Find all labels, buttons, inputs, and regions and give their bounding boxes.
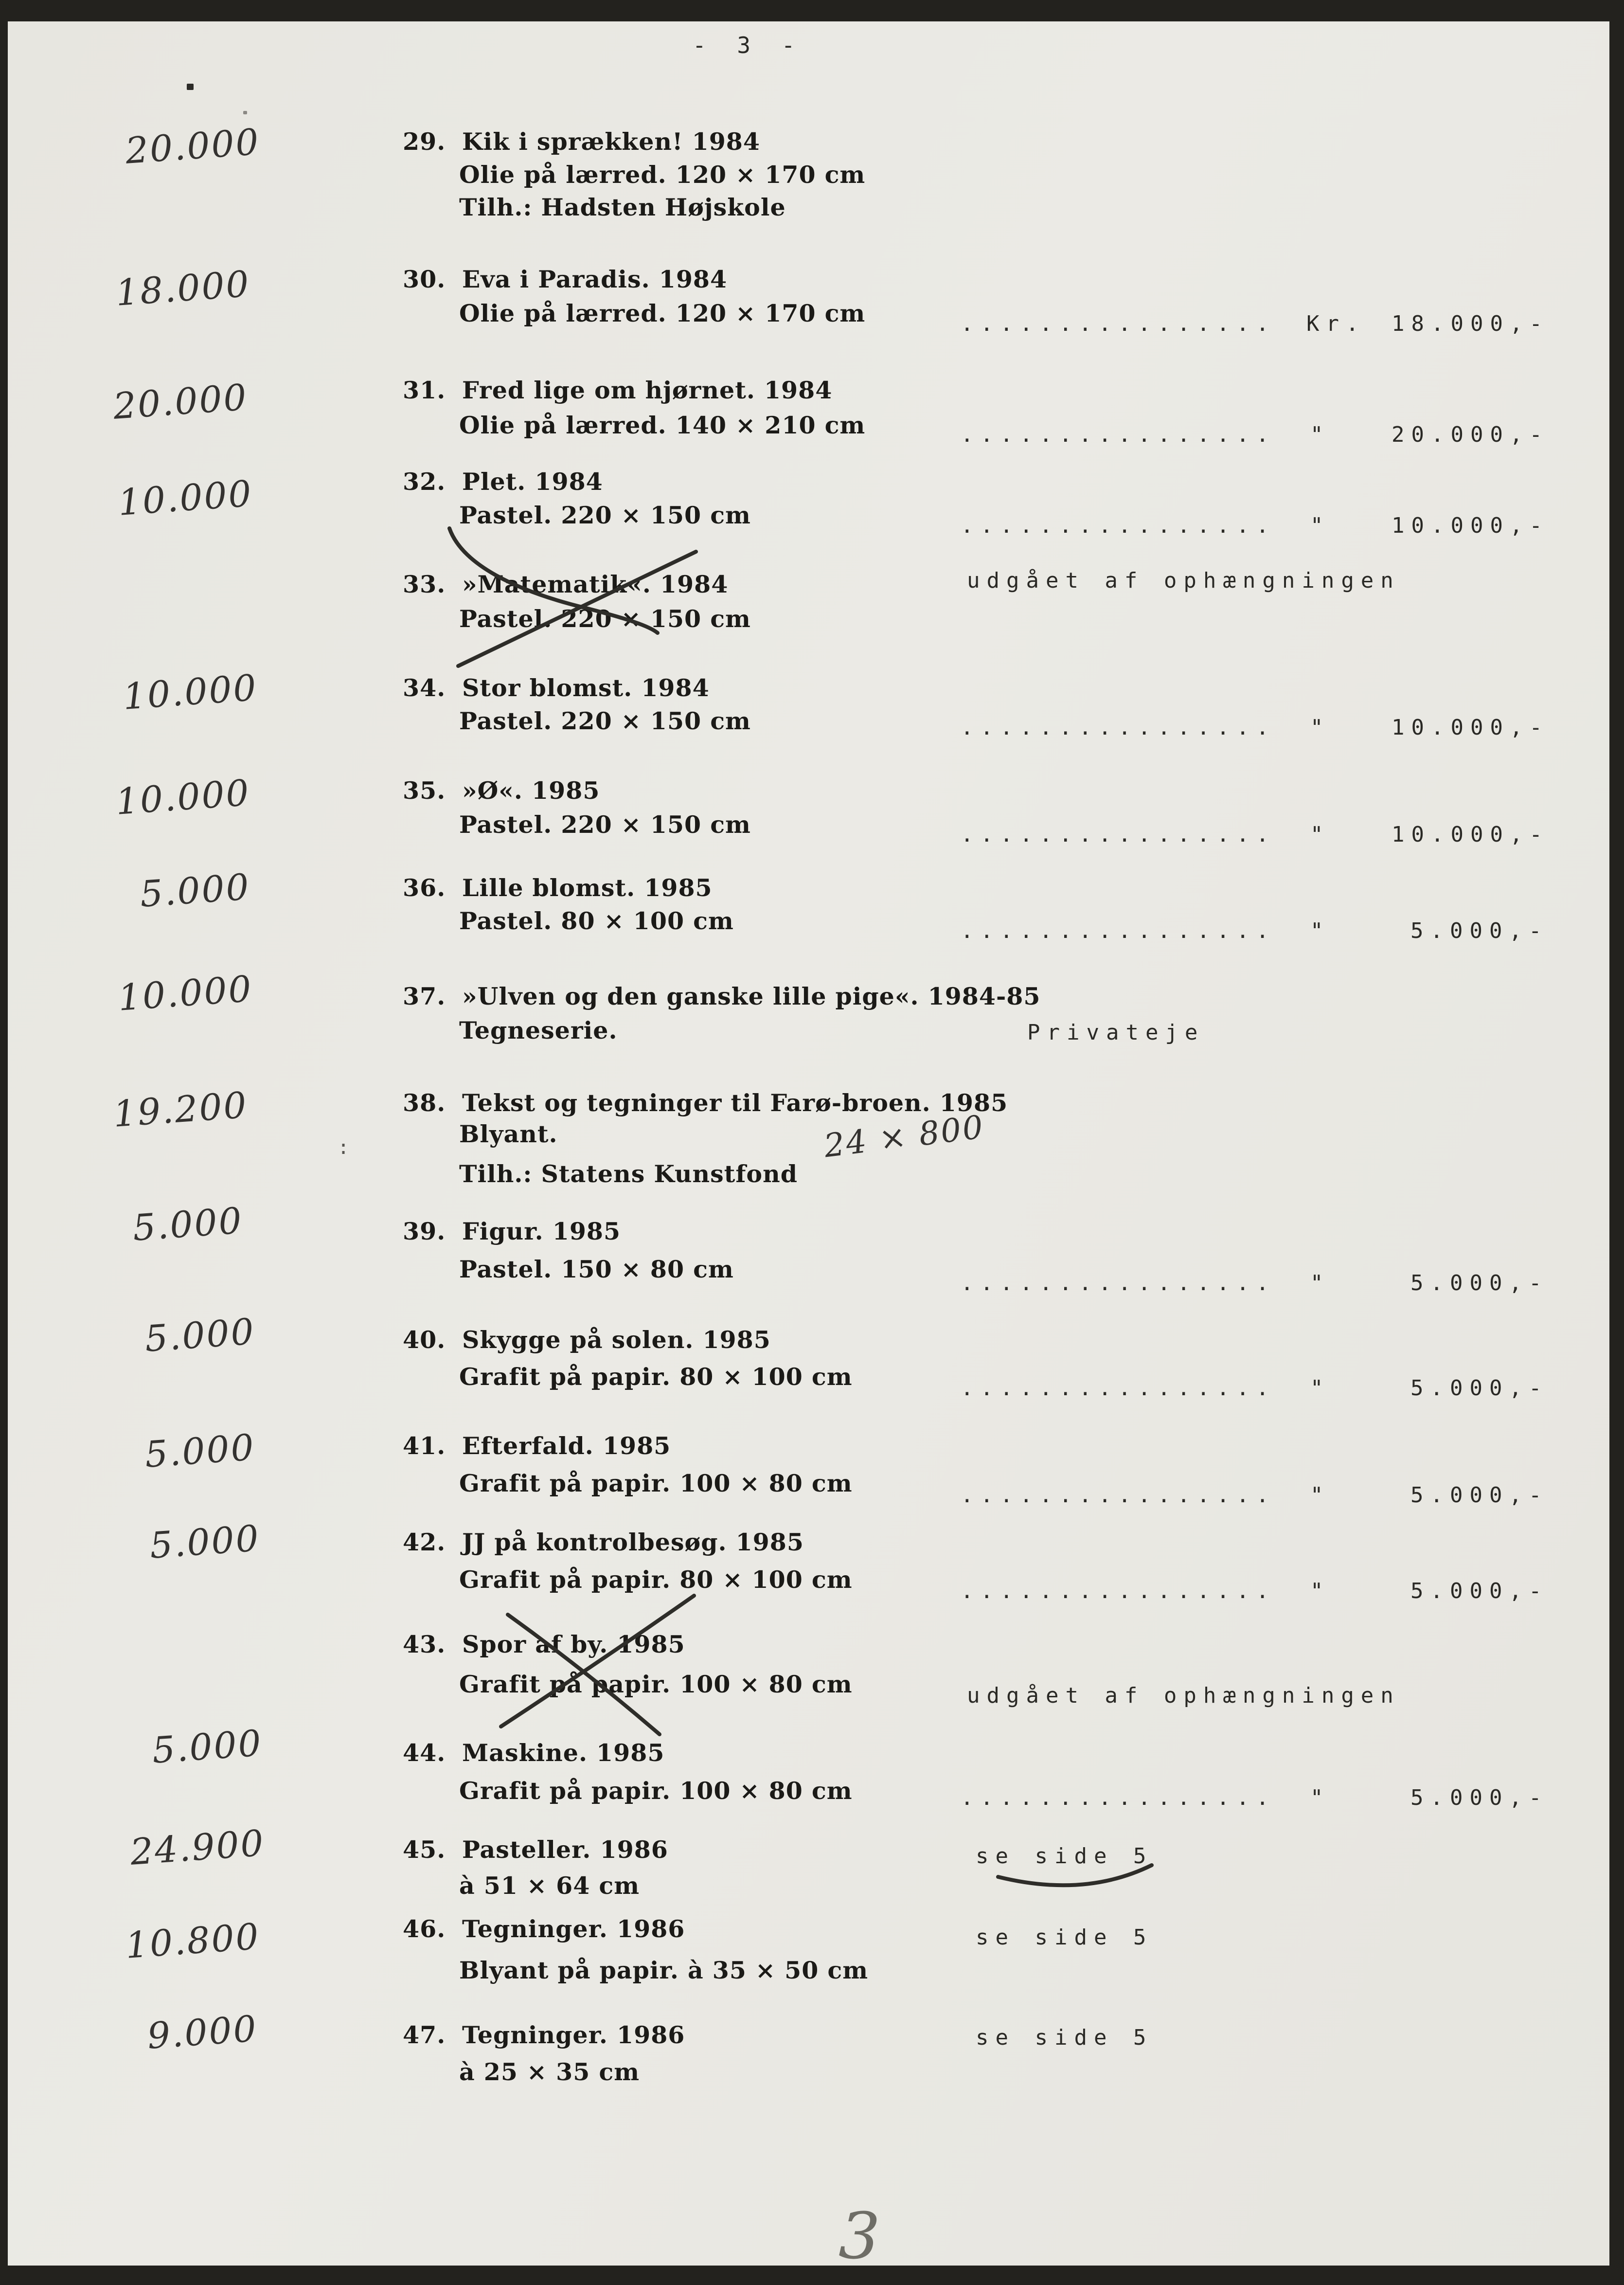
price-amount: 10.000,-	[1392, 513, 1549, 538]
margin-price-handwritten: 19.200	[112, 1084, 250, 1135]
margin-price-handwritten: 9.000	[146, 2008, 259, 2057]
item-number: 45.	[403, 1835, 446, 1864]
item-number: 31.	[403, 376, 446, 404]
item-title: Skygge på solen. 1985	[462, 1326, 771, 1354]
item-number: 44.	[403, 1739, 446, 1767]
item-title: »Ulven og den ganske lille pige«. 1984-85	[462, 982, 1041, 1010]
price-leader-dots: ................	[961, 513, 1276, 538]
price-leader-dots: ................	[961, 1483, 1276, 1508]
item-title: »Matematik«. 1984	[462, 570, 729, 598]
margin-price-handwritten: 20.000	[112, 376, 250, 428]
item-number: 36.	[403, 874, 446, 902]
item-title: JJ på kontrolbesøg. 1985	[462, 1528, 804, 1556]
price-ditto-mark: "	[1310, 513, 1330, 538]
item-number: 39.	[403, 1217, 446, 1245]
price-leader-dots: ................	[961, 1785, 1276, 1810]
item-detail: Grafit på papir. 80 × 100 cm	[459, 1363, 853, 1391]
item-detail: Olie på lærred. 120 × 170 cm	[459, 161, 866, 189]
item-number: 37.	[403, 982, 446, 1010]
item-number: 34.	[403, 674, 446, 702]
margin-price-handwritten: 10.000	[117, 472, 254, 524]
item-title: Efterfald. 1985	[462, 1432, 671, 1460]
item-detail: à 25 × 35 cm	[459, 2058, 640, 2086]
price-amount: 20.000,-	[1392, 422, 1549, 447]
item-number: 29.	[403, 127, 446, 156]
item-number: 32.	[403, 468, 446, 496]
item-number: 40.	[403, 1326, 446, 1354]
price-leader-dots: ................	[961, 1271, 1276, 1295]
price-amount: 10.000,-	[1392, 822, 1549, 847]
price-ditto-mark: "	[1310, 918, 1330, 943]
margin-price-handwritten: 5.000	[139, 866, 252, 916]
margin-price-handwritten: 5.000	[148, 1517, 262, 1567]
item-title: Tegninger. 1986	[462, 2021, 685, 2049]
margin-price-handwritten: 5.000	[143, 1426, 257, 1476]
ink-speck	[243, 111, 247, 114]
margin-price-handwritten: 10.000	[122, 666, 259, 718]
item-title: Fred lige om hjørnet. 1984	[462, 376, 833, 404]
item-detail: Pastel. 80 × 100 cm	[459, 907, 734, 935]
item-number: 38.	[403, 1089, 446, 1117]
item-detail: Blyant på papir. à 35 × 50 cm	[459, 1956, 869, 1984]
price-ditto-mark: "	[1310, 715, 1330, 740]
item-number: 43.	[403, 1630, 446, 1658]
item-detail: Pastel. 220 × 150 cm	[459, 501, 751, 529]
item-number: 30.	[403, 265, 446, 293]
price-amount: 18.000,-	[1392, 311, 1549, 336]
margin-price-handwritten: 10.800	[124, 1915, 262, 1967]
item-title: Tekst og tegninger til Farø-broen. 1985	[462, 1089, 1008, 1117]
item-number: 35.	[403, 776, 446, 805]
item-title: Tegninger. 1986	[462, 1915, 685, 1943]
calculation-handwritten: 24 × 800	[822, 1108, 987, 1165]
price-ditto-mark: "	[1310, 1579, 1330, 1603]
item-number: 33.	[403, 570, 446, 598]
item-detail: Pastel. 220 × 150 cm	[459, 605, 751, 633]
price-ditto-mark: "	[1310, 422, 1330, 447]
price-currency: Kr.	[1306, 311, 1366, 336]
item-title: Lille blomst. 1985	[462, 874, 713, 902]
item-title: Pasteller. 1986	[462, 1835, 668, 1864]
margin-price-handwritten: 5.000	[131, 1200, 245, 1249]
ink-speck	[187, 84, 194, 90]
cross-reference-note: se side 5	[976, 1844, 1153, 1869]
status-note-private: Privateje	[1027, 1020, 1205, 1045]
price-leader-dots: ................	[961, 422, 1276, 447]
item-number: 41.	[403, 1432, 446, 1460]
price-leader-dots: ................	[961, 715, 1276, 740]
cross-reference-note: se side 5	[976, 2025, 1153, 2050]
price-amount: 5.000,-	[1410, 1579, 1549, 1603]
item-detail: Pastel. 220 × 150 cm	[459, 707, 751, 735]
page-header-number: - 3 -	[693, 32, 804, 58]
item-title: Eva i Paradis. 1984	[462, 265, 728, 293]
margin-price-handwritten: 24.900	[129, 1822, 267, 1873]
price-leader-dots: ................	[961, 1376, 1276, 1401]
item-detail: Tegneserie.	[459, 1016, 618, 1044]
item-detail: à 51 × 64 cm	[459, 1871, 640, 1900]
price-ditto-mark: "	[1310, 1271, 1330, 1295]
item-detail: Olie på lærred. 120 × 170 cm	[459, 299, 866, 327]
item-title: Plet. 1984	[462, 468, 603, 496]
item-owner: Tilh.: Statens Kunstfond	[459, 1160, 798, 1188]
item-title: Maskine. 1985	[462, 1739, 665, 1767]
item-detail: Pastel. 150 × 80 cm	[459, 1255, 734, 1283]
item-detail: Blyant.	[459, 1120, 558, 1148]
margin-price-handwritten: 20.000	[124, 121, 262, 172]
price-leader-dots: ................	[961, 311, 1276, 336]
item-owner: Tilh.: Hadsten Højskole	[459, 193, 786, 221]
item-detail: Grafit på papir. 100 × 80 cm	[459, 1777, 853, 1805]
price-ditto-mark: "	[1310, 1483, 1330, 1508]
status-note-withdrawn: udgået af ophængningen	[967, 568, 1400, 593]
price-ditto-mark: "	[1310, 1785, 1330, 1810]
price-amount: 10.000,-	[1392, 715, 1549, 740]
item-number: 46.	[403, 1915, 446, 1943]
item-title: Stor blomst. 1984	[462, 674, 710, 702]
item-detail: Grafit på papir. 100 × 80 cm	[459, 1670, 853, 1698]
price-amount: 5.000,-	[1410, 1271, 1549, 1295]
price-amount: 5.000,-	[1410, 1483, 1549, 1508]
price-ditto-mark: "	[1310, 822, 1330, 847]
item-detail: Grafit på papir. 80 × 100 cm	[459, 1565, 853, 1594]
status-note-withdrawn: udgået af ophængningen	[967, 1683, 1400, 1708]
margin-price-handwritten: 18.000	[114, 263, 252, 314]
price-amount: 5.000,-	[1410, 918, 1549, 943]
price-amount: 5.000,-	[1410, 1785, 1549, 1810]
margin-price-handwritten: 5.000	[143, 1311, 257, 1360]
item-title: Spor af by. 1985	[462, 1630, 685, 1658]
item-detail: Olie på lærred. 140 × 210 cm	[459, 411, 866, 439]
item-title: Kik i sprækken! 1984	[462, 127, 760, 156]
item-detail: Grafit på papir. 100 × 80 cm	[459, 1469, 853, 1497]
item-title: »Ø«. 1985	[462, 776, 600, 805]
price-leader-dots: ................	[961, 822, 1276, 847]
stray-colon-mark: :	[338, 1136, 350, 1159]
margin-price-handwritten: 10.000	[117, 968, 254, 1019]
margin-price-handwritten: 5.000	[151, 1722, 264, 1772]
item-number: 47.	[403, 2021, 446, 2049]
item-title: Figur. 1985	[462, 1217, 621, 1245]
price-ditto-mark: "	[1310, 1376, 1330, 1401]
margin-price-handwritten: 10.000	[114, 772, 252, 823]
price-leader-dots: ................	[961, 918, 1276, 943]
price-leader-dots: ................	[961, 1579, 1276, 1603]
cross-reference-note: se side 5	[976, 1925, 1153, 1950]
item-detail: Pastel. 220 × 150 cm	[459, 810, 751, 839]
item-number: 42.	[403, 1528, 446, 1556]
footer-page-number-handwritten: 3	[838, 2198, 881, 2275]
price-amount: 5.000,-	[1410, 1376, 1549, 1401]
